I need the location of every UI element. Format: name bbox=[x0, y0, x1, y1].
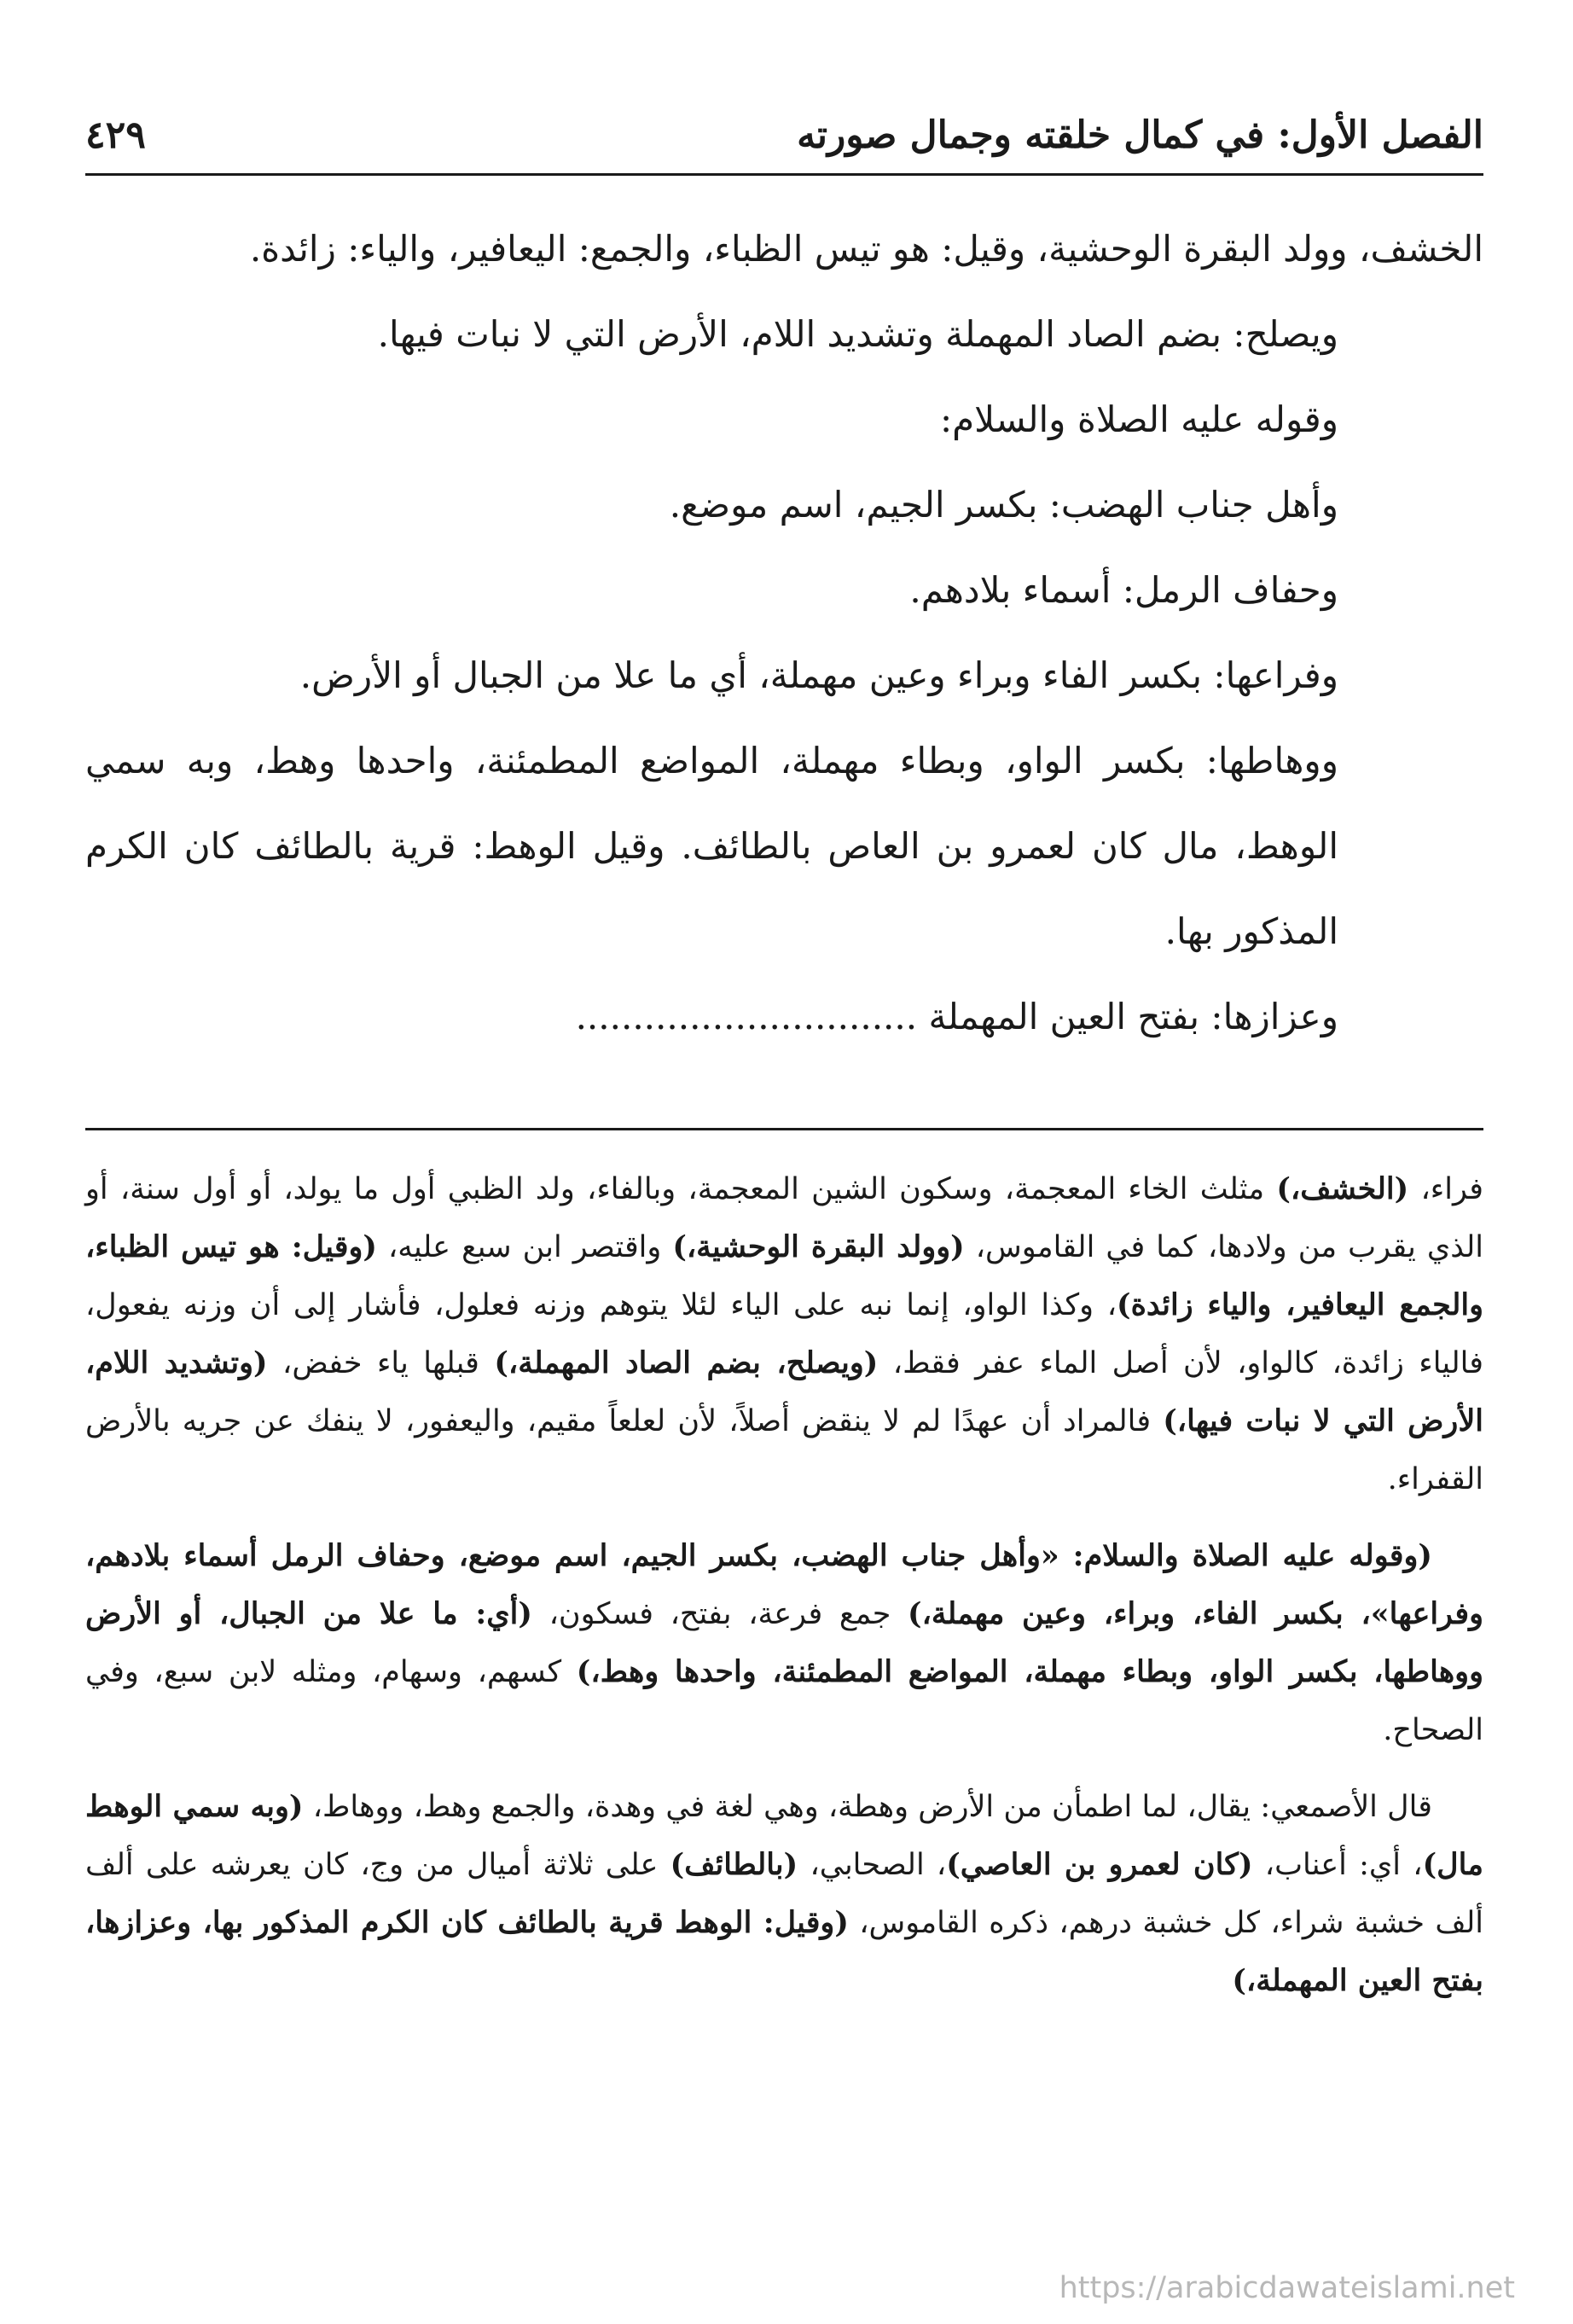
text-run: قال الأصمعي: يقال، لما اطمأن من الأرض وهطة، وهي لغة في وهدة، والجمع وهط، ووهاط، bbox=[303, 1790, 1432, 1824]
text-run: واقتصر ابن سبع عليه، bbox=[376, 1230, 673, 1264]
quoted-matn: (كان لعمرو بن العاصي) bbox=[946, 1847, 1253, 1882]
matn-line: وفراعها: بكسر الفاء وبراء وعين مهملة، أي ما علا من الجبال أو الأرض. bbox=[299, 654, 1338, 696]
commentary-paragraph bbox=[85, 1778, 1483, 2010]
matn-line: الخشف، وولد البقرة الوحشية، وقيل: هو تيس الظباء، والجمع: اليعافير، والياء: زائدة. bbox=[249, 228, 1483, 270]
text-run: ، أي: أعناب، bbox=[1252, 1848, 1423, 1882]
text-run: مثلث الخاء المعجمة، وسكون الشين المعجمة، وبالفاء، ولد الظبي أول ما يولد، أو أول سنة، أو الذي يقرب من ولادها، كما في القاموس، bbox=[85, 1172, 1483, 1264]
text-run: فالمراد أن عهدًا لم لا ينقض أصلاً، لأن لعلعاً مقيم، واليعفور، لا ينفك عن جريه بالأرض القفراء. bbox=[85, 1404, 1483, 1496]
quoted-matn: (وولد البقرة الوحشية،) bbox=[672, 1229, 965, 1264]
header-rule bbox=[85, 173, 1483, 176]
quoted-matn: (وبه سمي الوهط مال) bbox=[85, 1789, 1483, 1882]
text-run: فراء، bbox=[1408, 1172, 1483, 1206]
matn-line: وأهل جناب الهضب: بكسر الجيم، اسم موضع. bbox=[669, 484, 1338, 526]
continuation-dots: .............................. bbox=[575, 996, 918, 1037]
footnote-separator bbox=[85, 1128, 1483, 1130]
text-run: قبلها ياء خفض، bbox=[267, 1346, 495, 1380]
matn-line: وقوله عليه الصلاة والسلام: bbox=[940, 398, 1338, 440]
matn-line-last bbox=[85, 974, 1483, 1060]
text-run: جمع فرعة، بفتح، فسكون، bbox=[531, 1597, 908, 1631]
chapter-title: الفصل الأول: في كمال خلقته وجمال صورته bbox=[797, 113, 1483, 157]
matn-line: ووهاطها: بكسر الواو، وبطاء مهملة، المواضع المطمئنة، واحدها وهط، وبه سمي الوهط، مال كان لعمرو بن العاص بالطائف. وقيل الوهط: قرية بالطائف كان الكرم المذكور بها. bbox=[85, 740, 1338, 952]
commentary-text bbox=[85, 1160, 1483, 2029]
commentary-paragraph bbox=[85, 1160, 1483, 1508]
text-run: على ثلاثة أميال من وج، كان يعرشه على ألف ألف خشبة شراء، كل خشبة درهم، ذكره القاموس، bbox=[85, 1848, 1483, 1940]
quoted-matn: (الخشف،) bbox=[1276, 1171, 1409, 1206]
matn-line: وحفاف الرمل: أسماء بلادهم. bbox=[909, 569, 1338, 611]
quoted-matn: (وقوله عليه الصلاة والسلام: «وأهل جناب الهضب، بكسر الجيم، اسم موضع، وحفاف الرمل أسماء بلادهم، وفراعها»، بكسر الفاء، وبراء، وعين مهملة،) bbox=[85, 1538, 1483, 1631]
page-number: ٤٢٩ bbox=[85, 113, 146, 157]
commentary-paragraph bbox=[85, 1527, 1483, 1759]
running-head bbox=[85, 101, 1483, 169]
text-run: ، الصحابي، bbox=[798, 1848, 947, 1882]
quoted-matn: (ويصلح، بضم الصاد المهملة،) bbox=[494, 1345, 879, 1380]
quoted-matn: (بالطائف) bbox=[670, 1847, 798, 1882]
main-text bbox=[85, 206, 1483, 1060]
matn-line: ويصلح: بضم الصاد المهملة وتشديد اللام، الأرض التي لا نبات فيها. bbox=[377, 313, 1338, 355]
quoted-matn: (وتشديد اللام، الأرض التي لا نبات فيها،) bbox=[85, 1345, 1483, 1438]
quoted-matn: (وقيل: هو تيس الظباء، والجمع اليعافير، والياء زائدة) bbox=[85, 1229, 1483, 1322]
text-run: ، وكذا الواو، إنما نبه على الياء لئلا يتوهم وزنه فعلول، فأشار إلى أن وزنه يفعول، فالياء زائدة، كالواو، لأن أصل الماء عفر فقط، bbox=[85, 1288, 1483, 1380]
quoted-matn: (وقيل: الوهط قرية بالطائف كان الكرم المذكور بها، وعزازها، بفتح العين المهملة،) bbox=[85, 1905, 1483, 1998]
text-run: كسهم، وسهام، ومثله لابن سبع، وفي الصحاح. bbox=[85, 1655, 1483, 1747]
matn-text: وعزازها: بفتح العين المهملة bbox=[928, 996, 1338, 1037]
quoted-matn: (أي: ما علا من الجبال، أو الأرض ووهاطها، بكسر الواو، وبطاء مهملة، المواضع المطمئنة، واحدها وهط،) bbox=[85, 1596, 1483, 1689]
source-watermark: https://arabicdawateislami.net bbox=[1059, 2271, 1515, 2305]
